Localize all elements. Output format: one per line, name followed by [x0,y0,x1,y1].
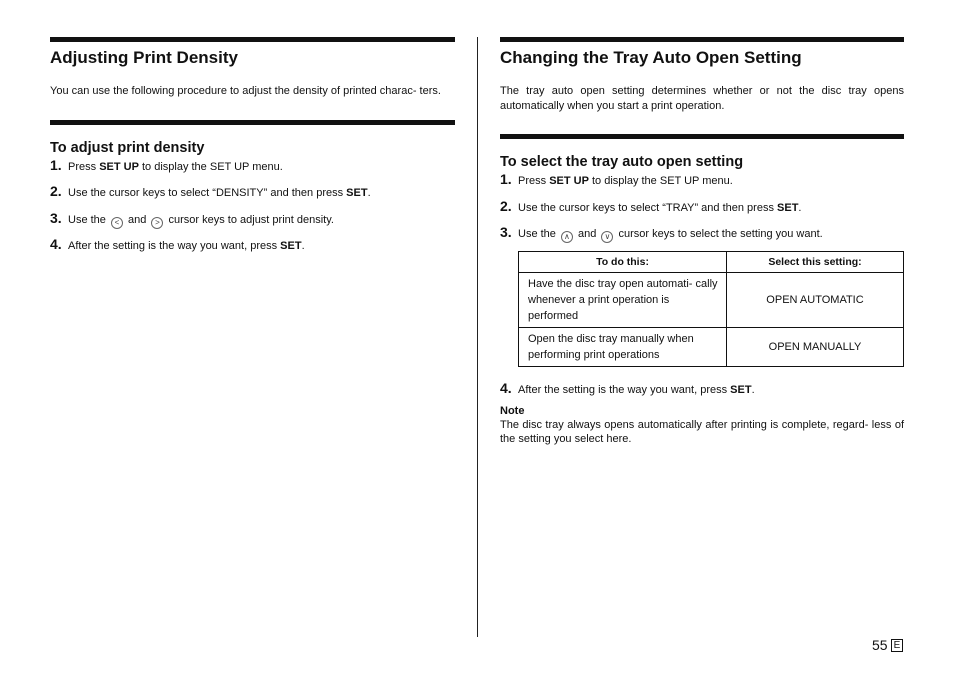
key-label: SET UP [549,175,589,187]
key-label: SET [346,187,368,199]
left-arrow-key-icon: < [111,217,123,229]
key-label: SET [280,240,302,252]
table-row [519,327,904,366]
settings-table [518,251,904,367]
key-label: SET [730,383,752,396]
language-badge: E [891,639,904,652]
table-cell-description: Open the disc tray manually when performing print operations [519,327,727,366]
subsection-rule [50,120,455,125]
step-4 [50,236,455,263]
step-text: Use the cursor keys to select “DENSITY” and then press SET. [68,187,371,199]
section-title: Adjusting Print Density [50,48,238,67]
table-cell-setting: OPEN MANUALLY [727,327,904,366]
page-number-text: 55 [872,637,888,653]
step-number: 3. [50,209,62,226]
note-text: The disc tray always opens automatically after printing is complete, regard- less of the setting you select here. [500,419,904,445]
up-arrow-key-icon: ∧ [561,231,573,243]
step-text: After the setting is the way you want, press SET. [518,383,755,396]
step-text: Press SET UP to display the SET UP menu. [68,160,283,173]
subsection-title: To select the tray auto open setting [500,154,744,170]
step-text: Press SET UP to display the SET UP menu. [518,175,733,187]
step-text: After the setting is the way you want, press SET. [68,240,305,252]
column-divider [477,37,478,637]
section-rule [500,37,904,42]
section-rule [50,37,455,42]
step-number: 4. [500,379,512,396]
section-intro: The tray auto open setting determines whether or not the disc tray opens automatically when you start a print operation. [500,85,904,112]
table-cell-description: Have the disc tray open automati- cally whenever a print operation is performed [519,272,727,327]
step-1 [500,171,904,198]
table-cell-setting: OPEN AUTOMATIC [727,272,904,327]
down-arrow-key-icon: ∨ [601,231,613,243]
right-arrow-key-icon: > [151,217,163,229]
step-3 [500,224,904,251]
note-title: Note [500,405,525,417]
table-header: Select this setting: [727,251,904,272]
table-header-row [519,251,904,272]
page-number [872,637,903,653]
table-header: To do this: [519,251,727,272]
step-number: 4. [50,236,62,252]
step-1 [50,157,455,184]
step-number: 1. [50,156,62,173]
step-text: Use the ∧ and ∨ cursor keys to select the setting you want. [518,228,823,241]
left-column [50,37,455,263]
step-text: Use the < and > cursor keys to adjust print density. [68,213,334,227]
step-2 [50,183,455,210]
subsection-title: To adjust print density [50,139,205,156]
step-number: 1. [500,171,512,187]
section-title: Changing the Tray Auto Open Setting [500,48,802,67]
step-number: 2. [50,183,62,199]
step-number: 3. [500,224,512,240]
step-2 [500,198,904,225]
key-label: SET [777,201,799,214]
table-row [519,272,904,327]
right-column [500,37,904,446]
step-4 [500,380,904,407]
step-number: 2. [500,197,512,214]
step-text: Use the cursor keys to select “TRAY” and then press SET. [518,201,802,214]
step-3 [50,210,455,237]
section-intro: You can use the following procedure to adjust the density of printed charac- ters. [50,85,441,97]
subsection-rule [500,134,904,139]
key-label: SET UP [99,160,139,173]
